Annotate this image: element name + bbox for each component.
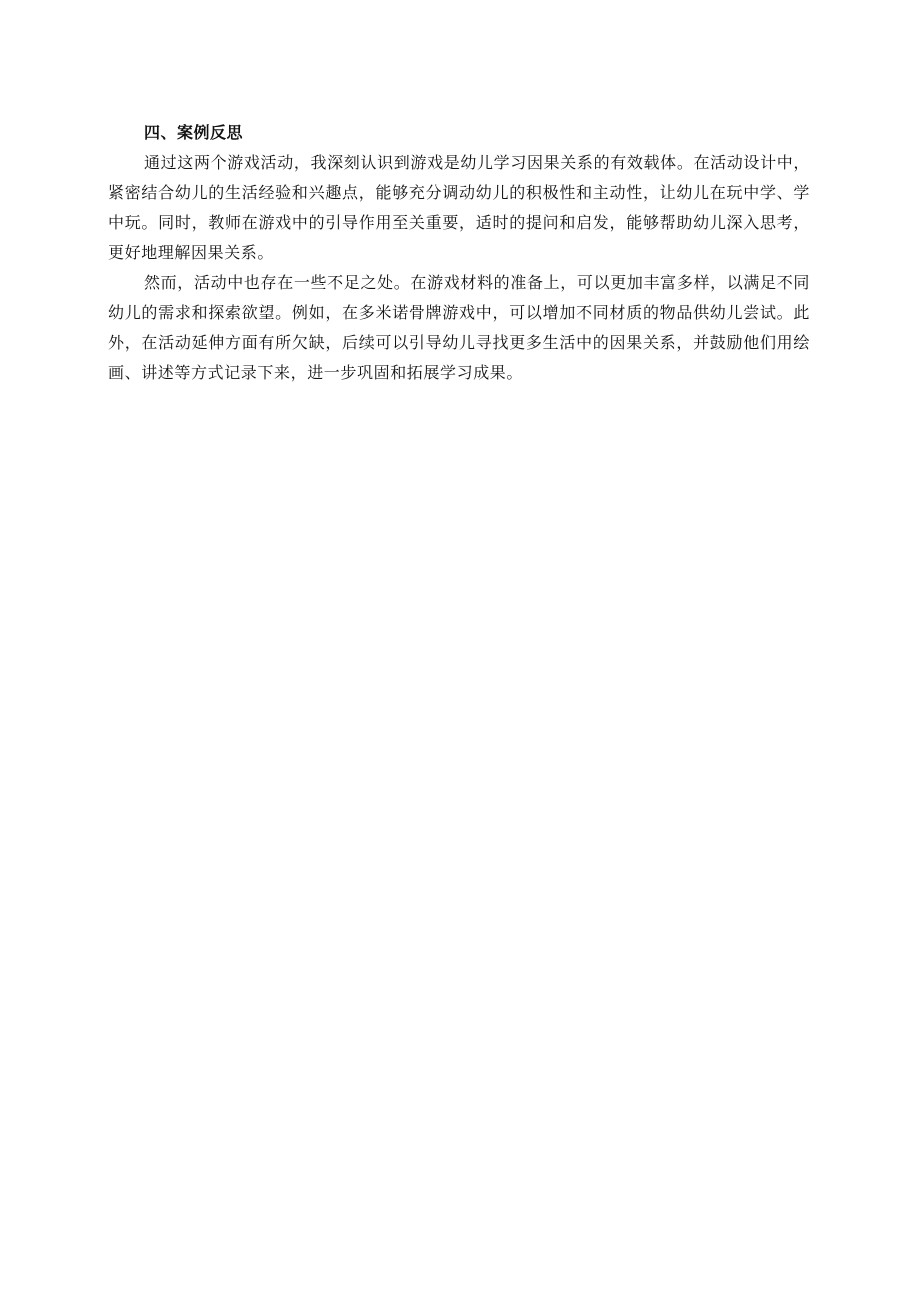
section-heading: 四、案例反思 [144,123,244,142]
document-body [108,118,810,388]
paragraph-1: 通过这两个游戏活动，我深刻认识到游戏是幼儿学习因果关系的有效载体。在活动设计中，紧密结合幼儿的生活经验和兴趣点，能够充分调动幼儿的积极性和主动性，让幼儿在玩中学、学中玩。同时，教师在游戏中的引导作用至关重要，适时的提问和启发，能够帮助幼儿深入思考，更好地理解因果关系。 [108,153,810,262]
paragraph-2: 然而，活动中也存在一些不足之处。在游戏材料的准备上，可以更加丰富多样，以满足不同幼儿的需求和探索欲望。例如，在多米诺骨牌游戏中，可以增加不同材质的物品供幼儿尝试。此外，在活动延伸方面有所欠缺，后续可以引导幼儿寻找更多生活中的因果关系，并鼓励他们用绘画、讲述等方式记录下来，进一步巩固和拓展学习成果。 [108,273,810,382]
